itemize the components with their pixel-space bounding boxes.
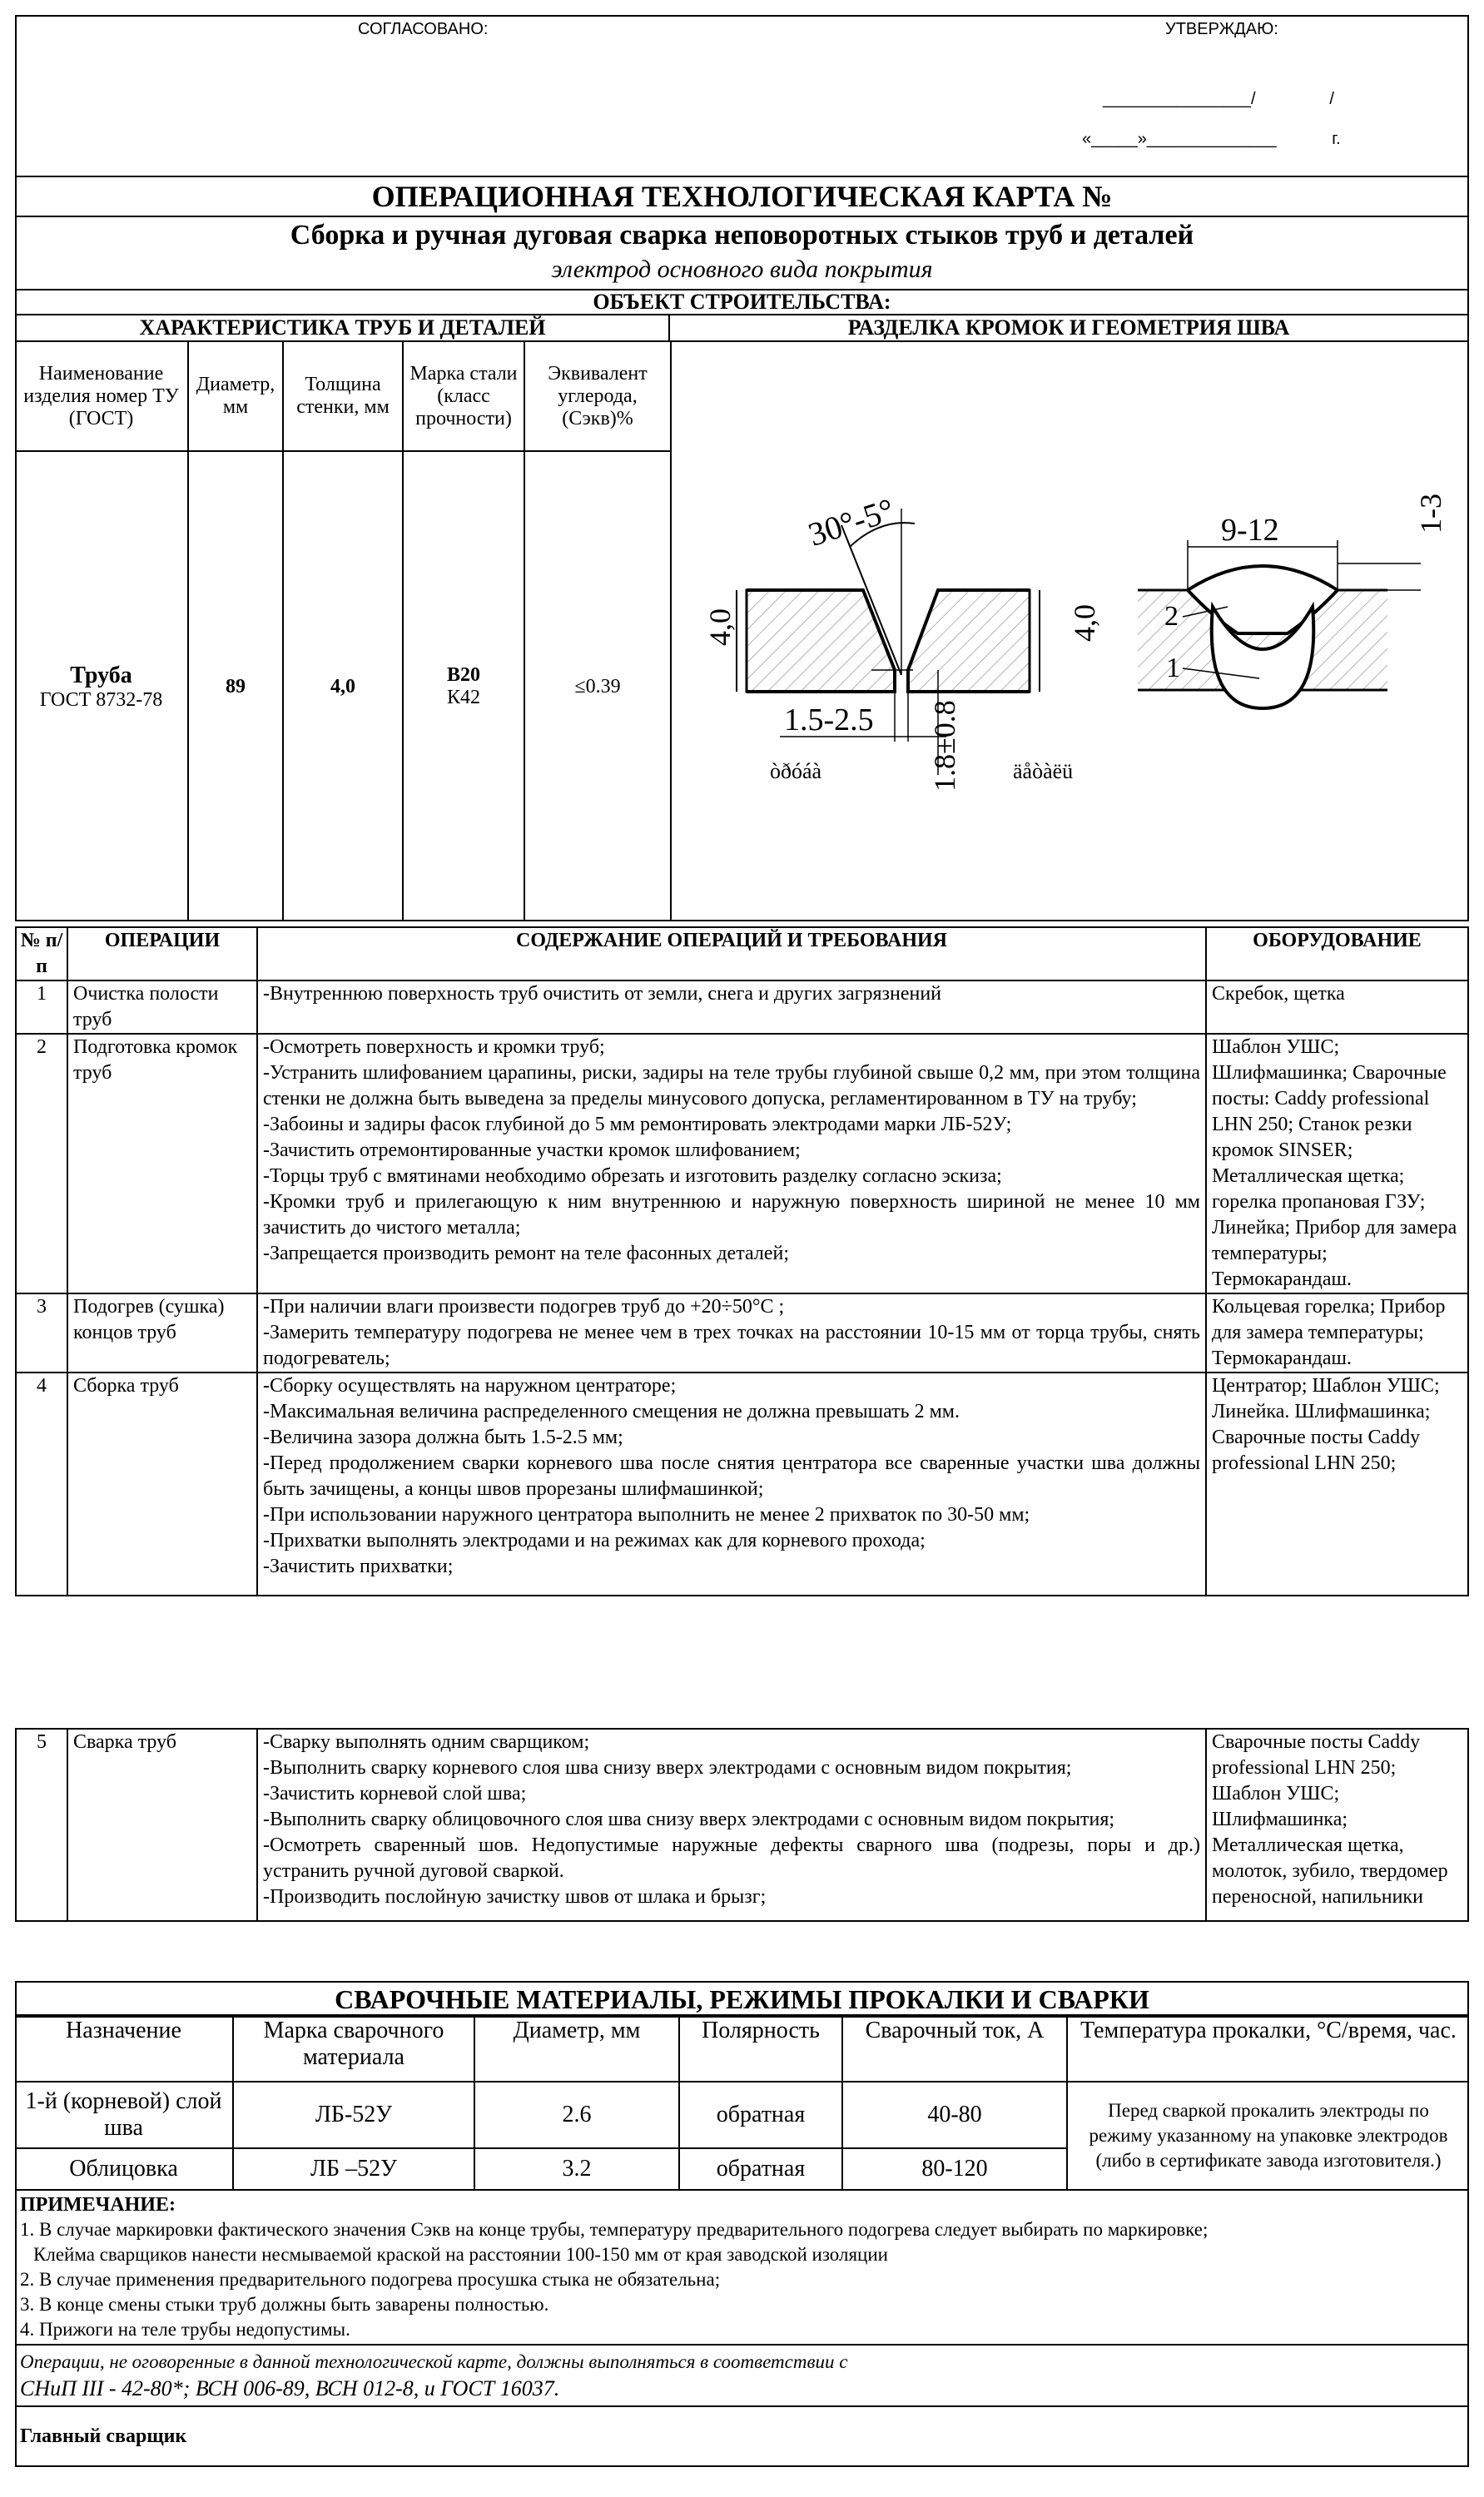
characteristics-header: ХАРАКТЕРИСТИКА ТРУБ И ДЕТАЛЕЙ (17, 315, 670, 342)
op-name: Очистка полости труб (67, 980, 257, 1034)
col-name: Наименование изделия номер ТУ (ГОСТ) (15, 341, 188, 451)
electrode-type: электрод основного вида покрытия (551, 256, 933, 283)
operation-row (16, 1373, 1468, 1596)
op-line: -Забоины и задиры фасок глубиной до 5 мм ремонтировать электродами марки ЛБ-52У; (263, 1114, 1012, 1135)
op-num: 3 (16, 1293, 67, 1373)
geometry-header: РАЗДЕЛКА КРОМОК И ГЕОМЕТРИЯ ШВА (670, 315, 1467, 342)
op-content (257, 1293, 1206, 1373)
mat-col-purpose: Назначение (15, 2017, 233, 2082)
approve-label: УТВЕРЖДАЮ: (1165, 20, 1278, 38)
op-equipment: Скребок, щетка (1206, 980, 1468, 1034)
op-line: -Максимальная величина распределенного смещения не должна превышать 2 мм. (263, 1401, 960, 1422)
pipe-steel-cell (403, 451, 524, 921)
op-name: Подогрев (сушка) концов труб (67, 1293, 257, 1373)
mat-polarity: обратная (679, 2082, 842, 2148)
materials-table (15, 2016, 1469, 2191)
mat-brand: ЛБ –52У (233, 2148, 474, 2190)
op-equipment: Кольцевая горелка; Прибор для замера температуры; Термокарандаш. (1206, 1293, 1468, 1373)
standards-block (17, 2344, 1467, 2405)
op-equipment: Шаблон УШС; Шлифмашинка; Сварочные посты: Caddy professional LHN 250; Станок резки кромок SINSER; Металлическая щетка; горелка пропановая ГЗУ; Линейка; Прибор для замера температуры; Термокарандаш. (1206, 1034, 1468, 1293)
op-equipment: Сварочные посты Caddy professional LHN 250; Шаблон УШС; Шлифмашинка; Металлическая щетка, молоток, зубило, твердомер переносной, напильники (1206, 1729, 1468, 1921)
operation-row (16, 1034, 1468, 1293)
caption-part: äåòàëü (1013, 759, 1074, 783)
agreed-label: СОГЛАСОВАНО: (358, 20, 489, 38)
op-line: -Запрещается производить ремонт на теле фасонных деталей; (263, 1243, 789, 1264)
op-line: -Торцы труб с вмятинами необходимо обрезать и изготовить разделку согласно эскиза; (263, 1165, 1002, 1187)
mat-purpose: 1-й (корневой) слой шва (15, 2082, 233, 2148)
construction-object (15, 289, 1469, 315)
operation-row (16, 980, 1468, 1034)
pipe-gost: ГОСТ 8732-78 (39, 688, 163, 711)
notes-block (17, 2191, 1467, 2344)
mat-diameter: 3.2 (474, 2148, 679, 2190)
col-diameter: Диаметр, мм (188, 341, 283, 451)
signature-line: ________________/ / (1103, 90, 1334, 108)
chief-welder: Главный сварщик (17, 2405, 1467, 2448)
pipe-steel: В20 (446, 664, 480, 686)
op-line: -Производить послойную зачистку швов от шлака и брызг; (263, 1886, 767, 1908)
card-title (15, 176, 1469, 217)
op-line: -Выполнить сварку облицовочного слоя шва снизу вверх электродами с основным видом покрытия; (263, 1809, 1115, 1830)
materials-section (15, 1981, 1469, 2467)
op-line: -Внутреннюю поверхность труб очистить от земли, снега и других загрязнений (263, 983, 942, 1005)
mat-current: 40-80 (842, 2082, 1067, 2148)
card-subtitle-block (15, 216, 1469, 290)
pipe-thickness: 4,0 (283, 451, 403, 921)
op-line: -Прихватки выполнять электродами и на режимах как для корневого прохода; (263, 1530, 926, 1551)
materials-header: СВАРОЧНЫЕ МАТЕРИАЛЫ, РЕЖИМЫ ПРОКАЛКИ И СВАРКИ (17, 1983, 1467, 2016)
operations-table-continued (15, 1728, 1469, 1922)
operations-table (15, 926, 1469, 1596)
operation-row (16, 1293, 1468, 1373)
card-title-text: ОПЕРАЦИОННАЯ ТЕХНОЛОГИЧЕСКАЯ КАРТА № (371, 180, 1113, 213)
mat-col-current: Сварочный ток, А (842, 2017, 1067, 2082)
op-content (257, 1373, 1206, 1596)
ops-col-name: ОПЕРАЦИИ (67, 927, 257, 980)
note-item: Клейма сварщиков нанести несмываемой краской на расстоянии 100-150 мм от края заводской изоляции (33, 2244, 888, 2265)
gap-dimension: 1.5-2.5 (784, 702, 874, 737)
op-equipment: Центратор; Шаблон УШС; Линейка. Шлифмашинка; Сварочные посты Caddy professional LHN 250; (1206, 1373, 1468, 1596)
operation-row (16, 1729, 1468, 1921)
op-line: -Перед продолжением сварки корневого шва после снятия центратора все сваренные участки шва должны быть зачищены, а концы швов прорезаны шлифмашинкой; (263, 1452, 1200, 1500)
op-line: -Величина зазора должна быть 1.5-2.5 мм; (263, 1427, 623, 1448)
standards-line-2: СНиП III - 42-80*; ВСН 006-89, ВСН 012-8, и ГОСТ 16037. (20, 2376, 560, 2400)
caption-pipe: òðóáà (770, 759, 822, 783)
reinforcement-height: 1-3 (1414, 494, 1447, 534)
op-line: -Кромки труб и прилегающую к ним внутреннюю и наружную поверхность шириной не менее 10 мм зачистить до чистого металла; (263, 1191, 1200, 1239)
left-plate (747, 590, 895, 692)
op-content (257, 1729, 1206, 1921)
op-name: Сборка труб (67, 1373, 257, 1596)
op-line: -Выполнить сварку корневого слоя шва снизу вверх электродами с основным видом покрытия; (263, 1757, 1072, 1779)
construction-object-label: ОБЪЕКТ СТРОИТЕЛЬСТВА: (593, 290, 891, 314)
right-plate (908, 590, 1030, 692)
op-num: 5 (16, 1729, 67, 1921)
op-content (257, 1034, 1206, 1293)
card-subtitle: Сборка и ручная дуговая сварка неповоротных стыков труб и деталей (290, 220, 1194, 251)
mat-diameter: 2.6 (474, 2082, 679, 2148)
characteristics-table (15, 340, 672, 921)
pipe-carbon: ≤0.39 (524, 451, 671, 921)
op-line: -Осмотреть сваренный шов. Недопустимые наружные дефекты сварного шва (подрезы, поры и др.) устранить ручной дуговой сваркой. (263, 1834, 1200, 1882)
op-line: -Зачистить корневой слой шва; (263, 1783, 527, 1804)
pipe-strength: К42 (446, 687, 480, 708)
weld-width: 9-12 (1221, 513, 1279, 548)
op-line: -Зачистить отремонтированные участки кромок шлифованием; (263, 1139, 801, 1161)
root-face-dimension: 1.8±0.8 (928, 700, 961, 792)
note-item: 3. В конце смены стыки труб должны быть заварены полностью. (20, 2294, 549, 2315)
note-item: 1. В случае маркировки фактического значения Сэкв на конце трубы, температуру предварительного подогрева следует выбирать по маркировке; (20, 2219, 1209, 2240)
op-num: 2 (16, 1034, 67, 1293)
mat-polarity: обратная (679, 2148, 842, 2190)
thickness-right: 4,0 (1068, 604, 1101, 642)
op-line: -Зачистить прихватки; (263, 1556, 454, 1577)
op-line: -При наличии влаги произвести подогрев труб до +20÷50°С ; (263, 1296, 785, 1318)
col-thickness: Толщина стенки, мм (283, 341, 403, 451)
op-line: -При использовании наружного центратора выполнить не менее 2 прихваток по 30-50 мм; (263, 1504, 1030, 1526)
op-num: 1 (16, 980, 67, 1034)
mat-brand: ЛБ-52У (233, 2082, 474, 2148)
op-line: -Замерить температуру подогрева не менее чем в трех точках на расстоянии 10-15 мм от торца трубы, снять подогреватель; (263, 1322, 1200, 1369)
mat-baking-note: Перед сваркой прокалить электроды по режиму указанному на упаковке электродов (либо в сертификате завода изготовителя.) (1067, 2082, 1469, 2190)
op-line: -Сборку осуществлять на наружном центраторе; (263, 1375, 677, 1397)
op-line: -Сварку выполнять одним сварщиком; (263, 1731, 590, 1753)
mat-current: 80-120 (842, 2148, 1067, 2190)
mat-col-diameter: Диаметр, мм (474, 2017, 679, 2082)
mat-col-baking: Температура прокалки, °С/время, час. (1067, 2017, 1469, 2082)
col-carbon: Эквивалент углерода, (Сэкв)% (524, 341, 671, 451)
mat-purpose: Облицовка (15, 2148, 233, 2190)
op-num: 4 (16, 1373, 67, 1596)
mat-col-polarity: Полярность (679, 2017, 842, 2082)
col-steel: Марка стали (класс прочности) (403, 341, 524, 451)
ops-col-num: № п/п (16, 927, 67, 980)
bevel-angle: 30°-5° (803, 490, 899, 554)
pipe-diameter: 89 (188, 451, 283, 921)
ops-col-content: СОДЕРЖАНИЕ ОПЕРАЦИЙ И ТРЕБОВАНИЯ (257, 927, 1206, 980)
op-name: Сварка труб (67, 1729, 257, 1921)
weld-geometry-drawing (672, 342, 1466, 920)
notes-header: ПРИМЕЧАНИЕ: (20, 2194, 176, 2216)
op-content (257, 980, 1206, 1034)
mat-col-brand: Марка сварочного материала (233, 2017, 474, 2082)
layer-2-label: 2 (1164, 601, 1179, 632)
pipe-name: Труба (70, 662, 132, 688)
ops-col-equipment: ОБОРУДОВАНИЕ (1206, 927, 1468, 980)
op-name: Подготовка кромок труб (67, 1034, 257, 1293)
layer-1-label: 1 (1166, 653, 1180, 683)
pipe-name-cell (15, 451, 188, 921)
approval-block (15, 15, 1469, 177)
weld-section-sketch (1138, 494, 1447, 708)
date-line: «_____»______________ г. (1082, 130, 1341, 148)
op-line: -Осмотреть поверхность и кромки труб; (263, 1036, 605, 1058)
note-item: 4. Прижоги на теле трубы недопустимы. (20, 2319, 350, 2340)
note-item: 2. В случае применения предварительного подогрева просушка стыка не обязательна; (20, 2269, 721, 2290)
characteristics-section (15, 314, 1469, 921)
standards-line-1: Операции, не оговоренные в данной технологической карте, должны выполняться в соответствии с (20, 2351, 848, 2372)
op-line: -Устранить шлифованием царапины, риски, задиры на теле трубы глубиной свыше 0,2 мм, при этом толщина стенки не должна быть выведена за пределы минусового допуска, регламентированном в ТУ на трубу; (263, 1062, 1200, 1110)
bevel-sketch (703, 491, 1101, 792)
thickness-left: 4,0 (703, 608, 737, 646)
